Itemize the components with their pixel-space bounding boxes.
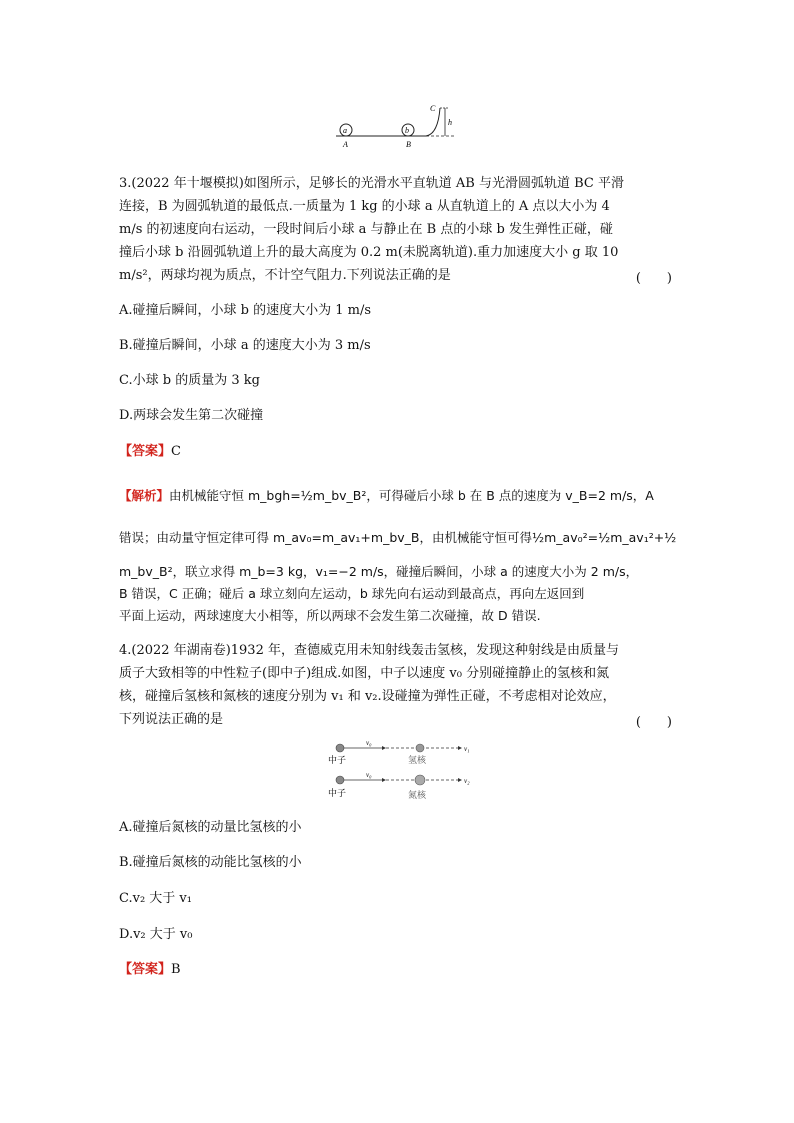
q4-line-4: 下列说法正确的是: [119, 712, 224, 727]
q4-answer-blank: ( ): [635, 715, 672, 730]
v2-arrowhead: [458, 778, 462, 782]
q3-line-1: 3.(2022 年十堰模拟)如图所示，足够长的光滑水平直轨道 AB 与光滑圆弧轨道 BC 平滑: [119, 176, 624, 191]
q3-line-3: m/s 的初速度向右运动，一段时间后小球 a 与静止在 B 点的小球 b 发生弹性正碰，碰: [119, 222, 613, 237]
v0-arrowhead-2: [382, 778, 386, 782]
answer-value: C: [171, 444, 181, 459]
q3-line-4: 撞后小球 b 沿圆弧轨道上升的最大高度为 0.2 m(未脱离轨道).重力加速度大小 g 取 10: [119, 245, 619, 260]
q3-analysis-4: B 错误，C 正确；碰后 a 球立刻向左运动，b 球先向右运动到最高点，再向左返回到: [119, 586, 585, 601]
v1-label: v₁: [464, 745, 470, 753]
q4-option-a: A.碰撞后氮核的动量比氢核的小: [119, 820, 302, 835]
neutron-1: [336, 744, 344, 752]
v0-label-1: v₀: [366, 739, 372, 747]
v0-label-2: v₀: [366, 771, 372, 779]
q3-option-c: C.小球 b 的质量为 3 kg: [119, 373, 260, 388]
q3-analysis-1: [119, 487, 654, 505]
neutron-label-2: 中子: [328, 788, 347, 798]
analysis-text: 由机械能守恒 m_bgh=½m_bv_B²，可得碰后小球 b 在 B 点的速度为 v_B=2 m/s，A: [169, 488, 654, 503]
ball-b-label: b: [405, 126, 409, 135]
track-figure: [330, 100, 460, 152]
q4-line-2: 质子大致相等的中性粒子(即中子)组成.如图，中子以速度 v₀ 分别碰撞静止的氢核和氮: [119, 666, 610, 681]
q3-option-d: D.两球会发生第二次碰撞: [119, 408, 264, 423]
neutron-2: [336, 776, 344, 784]
neutron-label-1: 中子: [328, 755, 347, 765]
q3-answer-blank: ( ): [635, 271, 672, 286]
collision-figure: [322, 736, 482, 804]
q4-line-1: 4.(2022 年湖南卷)1932 年，查德威克用未知射线轰击氢核，发现这种射线是由质量与: [119, 643, 619, 658]
point-B-label: B: [406, 140, 411, 149]
q3-analysis-5: 平面上运动，两球速度大小相等，所以两球不会发生第二次碰撞，故 D 错误.: [119, 608, 541, 623]
nitrogen-label: 氮核: [408, 790, 427, 800]
v1-arrowhead: [458, 746, 462, 750]
v2-label: v₂: [464, 777, 470, 785]
point-A-label: A: [343, 140, 348, 149]
answer-tag: 【答案】: [119, 962, 172, 977]
ball-a-label: a: [343, 126, 347, 135]
q4-line-3: 核，碰撞后氢核和氮核的速度分别为 v₁ 和 v₂.设碰撞为弹性正碰，不考虑相对论效应，: [119, 689, 616, 704]
hydrogen-label: 氢核: [408, 755, 427, 765]
answer-value: B: [171, 962, 181, 977]
analysis-tag: 【解析】: [119, 488, 170, 503]
q3-line-2: 连接，B 为圆弧轨道的最低点.一质量为 1 kg 的小球 a 从直轨道上的 A 点以大小为 4: [119, 199, 610, 214]
q3-option-b: B.碰撞后瞬间，小球 a 的速度大小为 3 m/s: [119, 338, 371, 353]
v0-arrowhead-1: [382, 746, 386, 750]
q4-option-d: D.v₂ 大于 v₀: [119, 927, 193, 942]
q3-line-5: m/s²，两球均视为质点，不计空气阻力.下列说法正确的是: [119, 268, 451, 283]
nitrogen-nucleus: [415, 775, 425, 785]
q3-option-a: A.碰撞后瞬间，小球 b 的速度大小为 1 m/s: [119, 303, 372, 318]
q3-analysis-3: m_bv_B²，联立求得 m_b=3 kg，v₁=−2 m/s，碰撞后瞬间，小球 a 的速度大小为 2 m/s，: [119, 564, 639, 579]
point-C-label: C: [430, 104, 436, 113]
q4-option-b: B.碰撞后氮核的动能比氢核的小: [119, 855, 302, 870]
hydrogen-nucleus: [416, 744, 424, 752]
answer-tag: 【答案】: [119, 444, 172, 459]
q3-analysis-2: 错误；由动量守恒定律可得 m_av₀=m_av₁+m_bv_B，由机械能守恒可得½m_av₀²=½m_av₁²+½: [119, 530, 677, 545]
h-label: h: [448, 118, 452, 127]
q3-answer: [119, 443, 181, 461]
q4-option-c: C.v₂ 大于 v₁: [119, 891, 192, 906]
q4-answer: [119, 961, 181, 979]
